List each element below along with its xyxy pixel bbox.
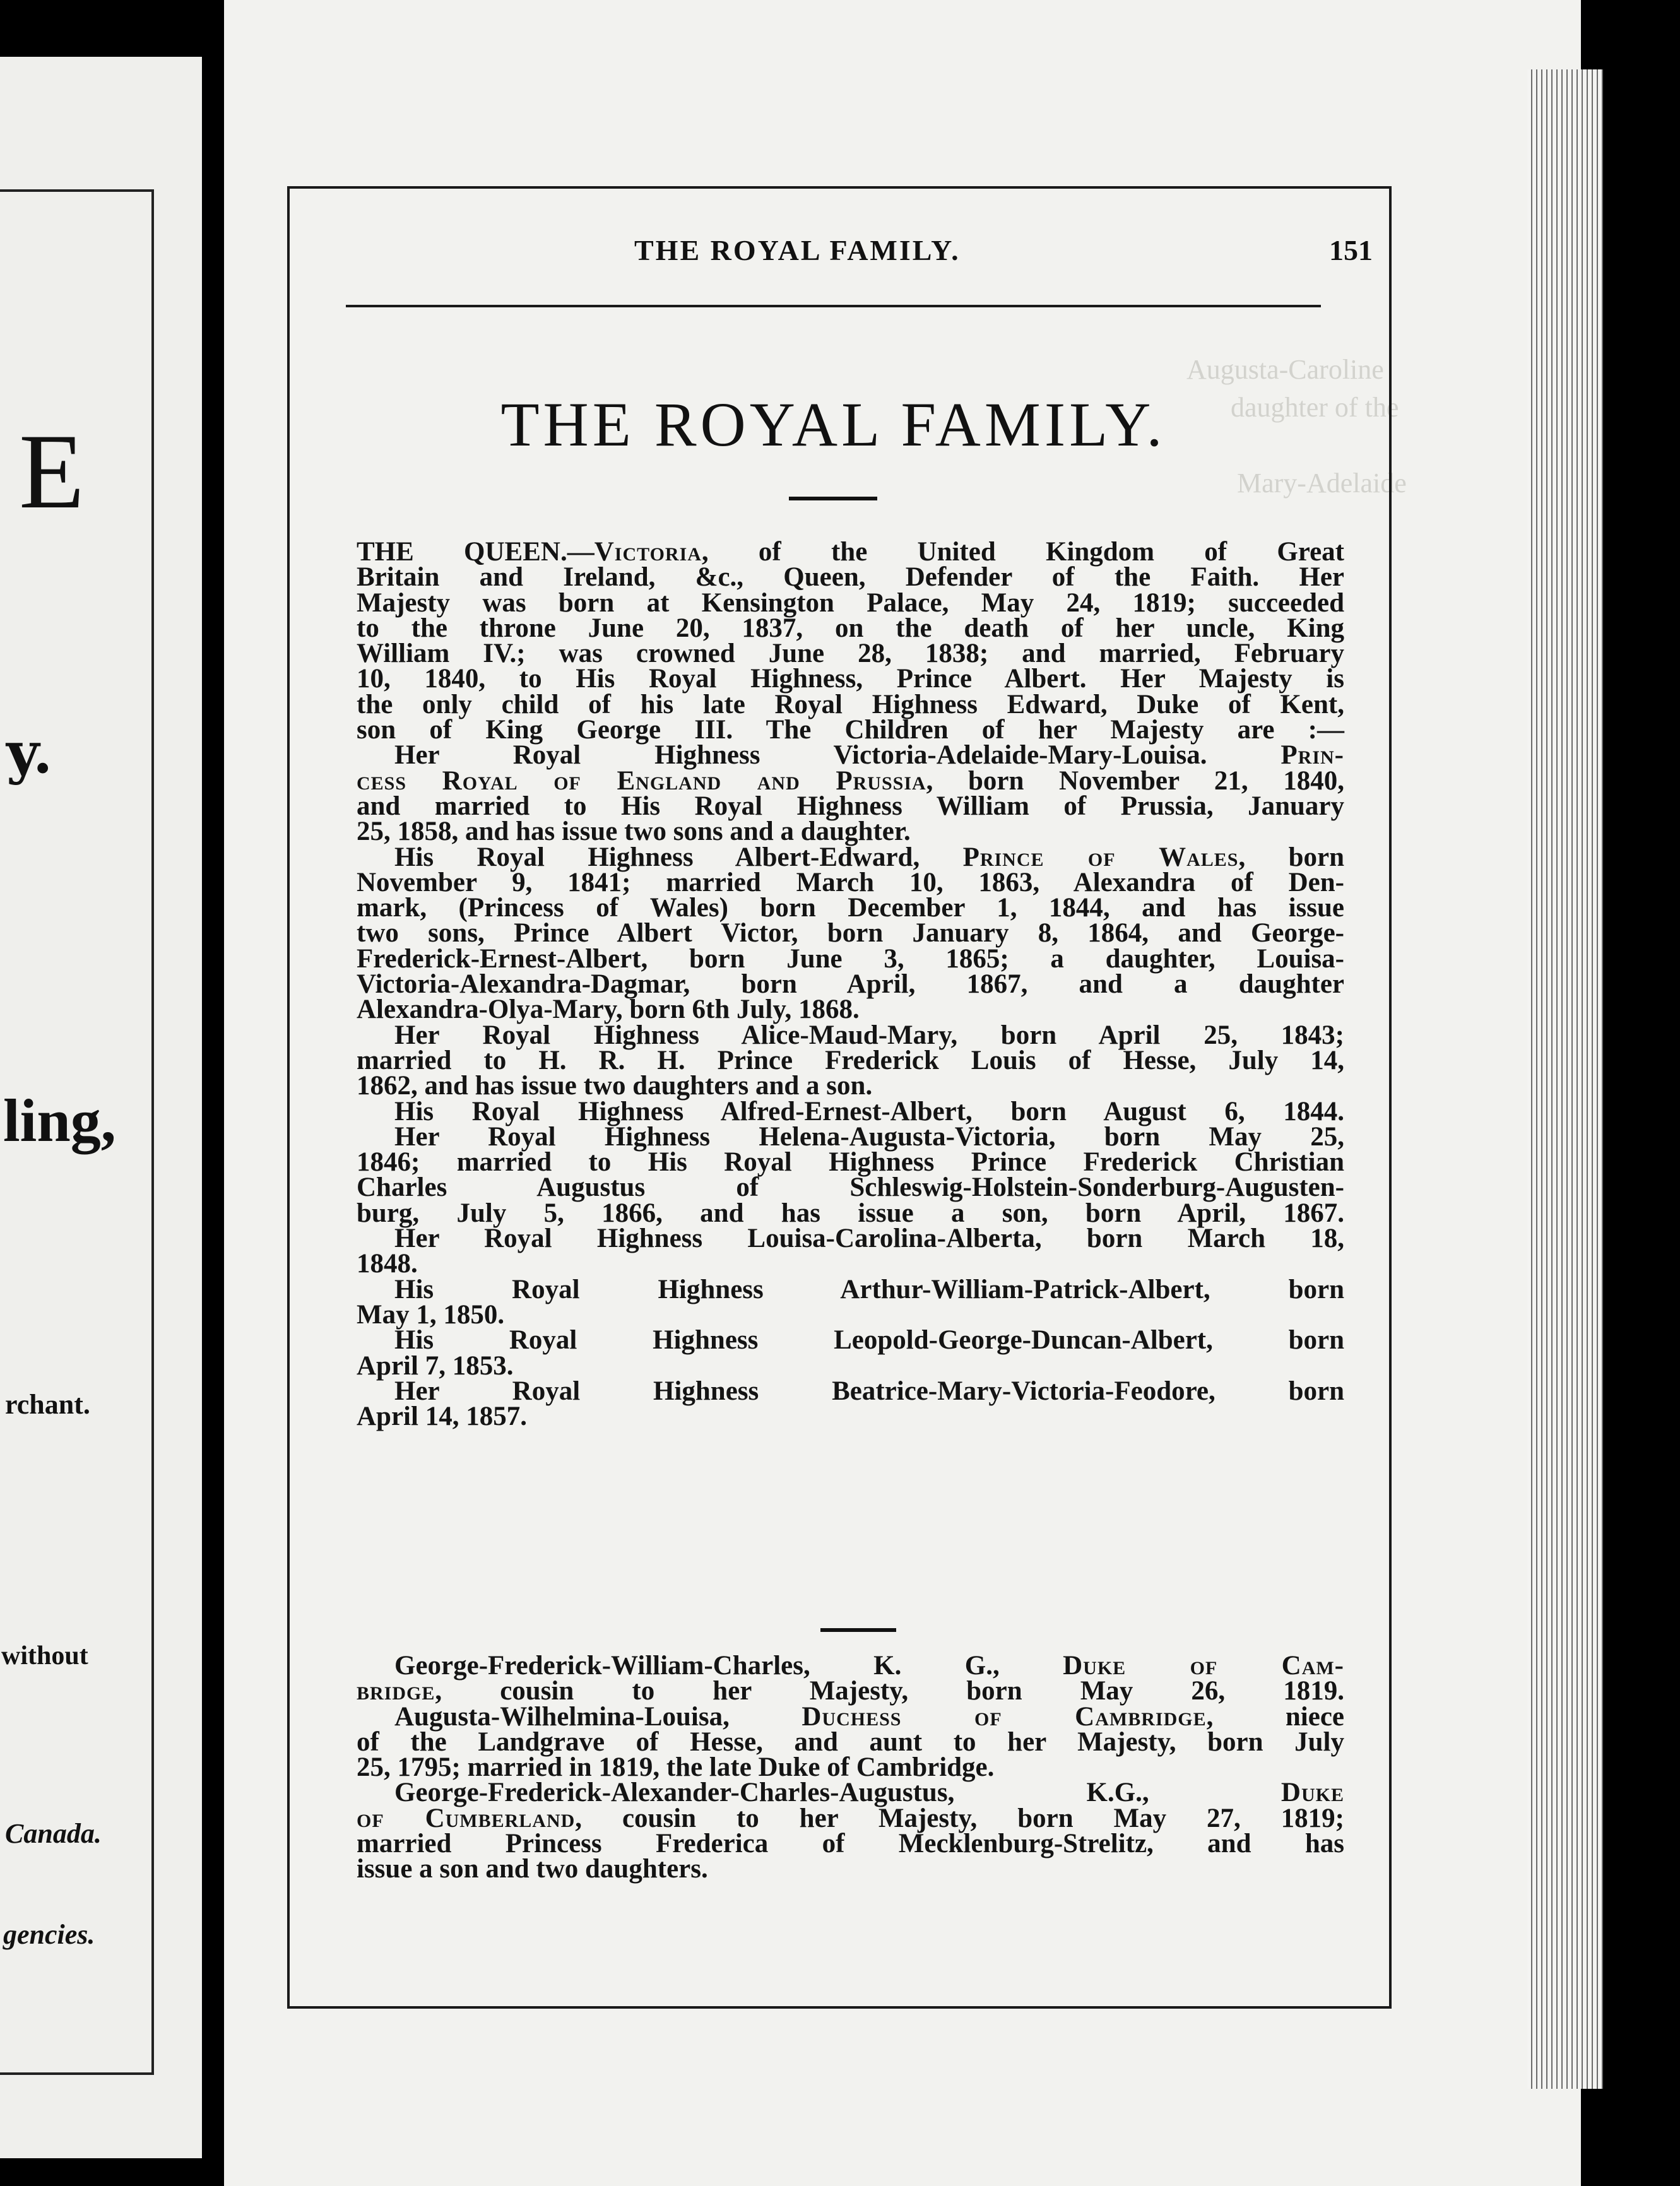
text-line <box>357 1778 1344 1808</box>
title-text: Prince of Wales <box>962 842 1239 872</box>
text-run: , born <box>1238 842 1345 872</box>
text-line <box>357 1147 1344 1178</box>
title-text: Victoria <box>594 537 702 567</box>
facing-page-fragment: without <box>1 1641 88 1670</box>
text-line <box>357 1653 1344 1679</box>
text-line <box>357 1854 1344 1884</box>
facing-page-fragment: rchant. <box>5 1389 90 1420</box>
text-line <box>357 1701 1344 1732</box>
text-run: May 1, 1850. <box>357 1299 505 1330</box>
text-line <box>357 1073 1344 1099</box>
text-line <box>357 791 1344 821</box>
text-line <box>357 1402 1344 1432</box>
show-through: daughter of the <box>1231 392 1399 423</box>
title-text: Duke of Cam- <box>1063 1651 1344 1681</box>
text-run: , cousin to her Majesty, born May 27, 1819; <box>575 1803 1344 1833</box>
text-line <box>357 1251 1344 1277</box>
book-gutter <box>202 38 227 2183</box>
title-rule <box>789 497 877 500</box>
text-line <box>357 588 1344 618</box>
text-line <box>357 1350 1344 1381</box>
queen-section <box>357 537 1345 1432</box>
text-run: , of the United Kingdom of Great <box>701 537 1344 567</box>
text-run: Victoria-Alexandra-Dagmar, born April, 1867, and a daughter <box>357 969 1344 1000</box>
text-run: issue a son and two daughters. <box>357 1854 708 1884</box>
text-line <box>357 1096 1344 1126</box>
text-line <box>357 1727 1344 1757</box>
text-run: His Royal Highness Arthur-William-Patrick-Albert, born <box>394 1274 1344 1304</box>
text-run: Her Royal Highness Helena-Augusta-Victoria, born May 25, <box>394 1121 1344 1152</box>
text-line <box>357 1173 1344 1203</box>
text-run: 10, 1840, to His Royal Highness, Prince Albert. Her Majesty is <box>357 664 1344 694</box>
text-line <box>357 537 1344 567</box>
title-text: Prin- <box>1281 740 1344 771</box>
text-run: His Royal Highness Alfred-Ernest-Albert, born August 6, 1844. <box>394 1096 1344 1126</box>
title-text: cess Royal of England and Prussia <box>357 765 926 796</box>
text-run: 1848. <box>357 1249 418 1279</box>
running-title: THE ROYAL FAMILY. <box>634 234 961 266</box>
facing-page-fragment: ling, <box>3 1087 116 1154</box>
text-run: George-Frederick-William-Charles, K. G., <box>394 1651 1063 1681</box>
text-run: burg, July 5, 1866, and has issue a son, born April, 1867. <box>357 1198 1344 1228</box>
text-run: His Royal Highness Leopold-George-Duncan-Albert, born <box>394 1325 1344 1356</box>
page-title: THE ROYAL FAMILY. <box>500 389 1166 459</box>
text-run: William IV.; was crowned June 28, 1838; and married, February <box>357 639 1344 669</box>
text-line <box>357 1121 1344 1152</box>
text-line <box>357 895 1344 921</box>
text-line <box>357 1045 1344 1075</box>
text-run: November 9, 1841; married March 10, 1863, Alexandra of Den- <box>357 867 1344 897</box>
text-line <box>357 1198 1344 1228</box>
text-line <box>357 1803 1344 1833</box>
text-run: Britain and Ireland, &c., Queen, Defender of the Faith. Her <box>357 562 1344 593</box>
text-run: Her Royal Highness Louisa-Carolina-Alberta, born March 18, <box>394 1224 1344 1254</box>
text-run: married to H. R. H. Prince Frederick Louis of Hesse, July 14, <box>357 1045 1344 1075</box>
text-line <box>357 1299 1344 1330</box>
title-text: of Cumberland <box>357 1803 576 1833</box>
text-run: 25, 1795; married in 1819, the late Duke of Cambridge. <box>357 1752 995 1783</box>
text-run: 1862, and has issue two daughters and a son. <box>357 1071 873 1101</box>
page-edges <box>1527 69 1603 2089</box>
text-run: Augusta-Wilhelmina-Louisa, <box>394 1701 802 1732</box>
text-run: two sons, Prince Albert Victor, born January 8, 1864, and George- <box>357 918 1344 948</box>
text-run: April 14, 1857. <box>357 1402 527 1432</box>
text-line <box>357 867 1344 897</box>
text-line <box>357 995 1344 1025</box>
cambridge-section <box>357 1653 1344 1882</box>
text-run: the only child of his late Royal Highness Edward, Duke of Kent, <box>357 689 1344 719</box>
text-run: son of King George III. The Children of her Majesty are :— <box>357 715 1344 745</box>
text-line <box>357 1325 1344 1356</box>
text-run: , born November 21, 1840, <box>926 765 1344 796</box>
text-line <box>357 1752 1344 1783</box>
text-run: George-Frederick-Alexander-Charles-Augustus, K.G., <box>394 1778 1281 1808</box>
title-text: Duchess of Cambridge <box>802 1701 1207 1732</box>
facing-page-fragment: E <box>19 412 85 531</box>
text-run: of the Landgrave of Hesse, and aunt to her Majesty, born July <box>357 1727 1344 1757</box>
text-line <box>357 639 1344 669</box>
text-line <box>357 1376 1344 1406</box>
text-run: , cousin to her Majesty, born May 26, 1819. <box>435 1676 1344 1706</box>
text-run: and married to His Royal Highness William of Prussia, January <box>357 791 1344 821</box>
text-line <box>357 666 1344 692</box>
text-line <box>357 740 1344 771</box>
text-line <box>357 1831 1344 1857</box>
text-run: 1846; married to His Royal Highness Prince Frederick Christian <box>357 1147 1344 1178</box>
text-line <box>357 689 1344 719</box>
text-line <box>357 1224 1344 1254</box>
text-line <box>357 969 1344 1000</box>
text-run: Her Royal Highness Beatrice-Mary-Victoria-Feodore, born <box>394 1376 1344 1406</box>
text-line <box>357 1274 1344 1304</box>
text-run: Frederick-Ernest-Albert, born June 3, 1865; a daughter, Louisa- <box>357 943 1344 974</box>
text-run: His Royal Highness Albert-Edward, <box>394 842 963 872</box>
text-run: married Princess Frederica of Mecklenburg-Strelitz, and has <box>357 1829 1344 1859</box>
text-run: , niece <box>1206 1701 1344 1732</box>
show-through: Mary-Adelaide <box>1237 468 1407 499</box>
text-run: mark, (Princess of Wales) born December 1, 1844, and has issue <box>357 893 1344 923</box>
title-text: bridge <box>357 1676 435 1706</box>
facing-page-fragment: Canada. <box>5 1818 102 1849</box>
text-run: April 7, 1853. <box>357 1350 514 1381</box>
section-rule <box>820 1628 896 1632</box>
text-line <box>357 1676 1344 1706</box>
text-run: Alexandra-Olya-Mary, born 6th July, 1868. <box>357 995 860 1025</box>
text-line <box>357 842 1345 872</box>
text-line <box>357 943 1344 974</box>
facing-page <box>0 57 208 2158</box>
text-run: Charles Augustus of Schleswig-Holstein-Sonderburg-Augusten- <box>357 1173 1344 1203</box>
facing-page-fragment: gencies. <box>3 1919 95 1950</box>
text-line <box>357 1020 1344 1050</box>
text-line <box>357 765 1344 796</box>
text-run: to the throne June 20, 1837, on the death of her uncle, King <box>357 613 1344 643</box>
page-number: 151 <box>1329 234 1373 266</box>
text-line <box>357 817 1344 847</box>
text-run: Majesty was born at Kensington Palace, May 24, 1819; succeeded <box>357 588 1344 618</box>
text-run: 25, 1858, and has issue two sons and a daughter. <box>357 817 911 847</box>
header-rule <box>346 305 1321 307</box>
text-run: Her Royal Highness Victoria-Adelaide-Mary-Louisa. <box>394 740 1281 771</box>
text-run: Her Royal Highness Alice-Maud-Mary, born April 25, 1843; <box>394 1020 1344 1050</box>
text-line <box>357 918 1344 948</box>
text-line <box>357 715 1344 745</box>
text-run: THE QUEEN.— <box>357 537 595 567</box>
running-head <box>287 233 1373 278</box>
text-line <box>357 613 1344 643</box>
text-line <box>357 562 1344 593</box>
facing-page-fragment: y. <box>6 719 53 786</box>
title-text: Duke <box>1281 1778 1344 1808</box>
show-through: Augusta-Caroline <box>1186 354 1384 385</box>
